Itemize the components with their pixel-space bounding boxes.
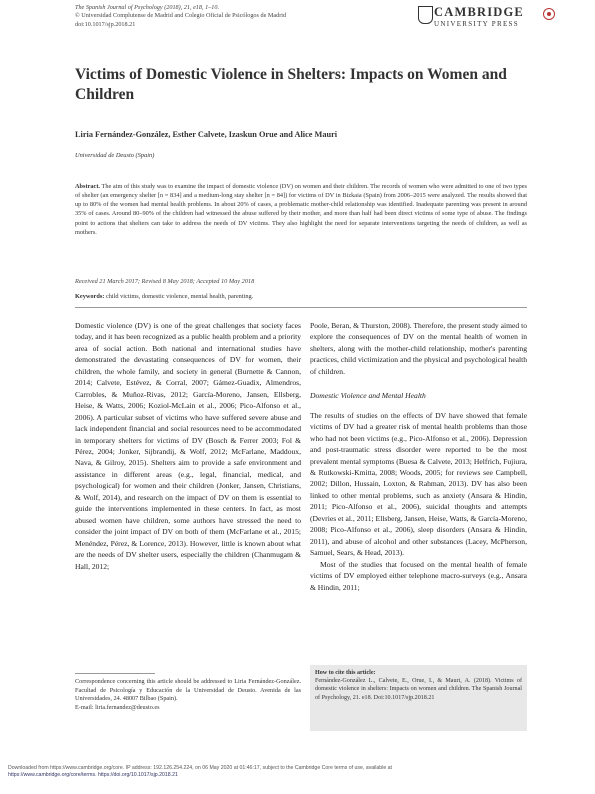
body-column-right bbox=[310, 320, 527, 593]
footnote-divider bbox=[75, 673, 155, 674]
section-heading: Domestic Violence and Mental Health bbox=[310, 391, 426, 401]
keywords bbox=[75, 293, 527, 300]
download-footer bbox=[8, 765, 588, 779]
body-paragraph: Most of the studies that focused on the mental health of female victims of DV employed either telephone macro-surveys (e.g., Ansara & Hindin, 2011; bbox=[310, 559, 527, 592]
abstract bbox=[75, 182, 527, 237]
doi-line[interactable]: doi:10.1017/sjp.2018.21 bbox=[75, 20, 136, 28]
abstract-text: The aim of this study was to examine the impact of domestic violence (DV) on women and their children. The records of women who were admitted to one of two types of shelter (an emergency shelter [n = 834] and a medium-long stay shelter [n = 84]) for victims of DV in Bizkaia (Spain) from 2006–2015 were analyzed. The results showed that up to 80% of the women had mental health problems. In about 20% of cases, a problematic mother-child relationship was identified. Inadequate parenting was present in around 35% of cases. Around 80–90% of the children had witnessed the abuse suffered by their mother, and more than half had been direct victims of some type of abuse. The findings point to actions that shelters can take to address the needs of DV victims. They also highlight the need for separate interventions targeting the needs of children, as well as mothers. bbox=[75, 183, 527, 236]
journal-header bbox=[75, 4, 415, 29]
footer-line-2[interactable]: https://www.cambridge.org/core/terms. https://doi.org/10.1017/sjp.2018.21 bbox=[8, 772, 178, 778]
article-title: Victims of Domestic Violence in Shelters: Impacts on Women and Children bbox=[75, 66, 507, 103]
article-authors: Liria Fernández-González, Esther Calvete, Izaskun Orue and Alice Mauri bbox=[75, 130, 338, 139]
crossmark-icon[interactable] bbox=[543, 8, 555, 20]
keywords-text: child victims, domestic violence, mental health, parenting. bbox=[104, 293, 254, 300]
body-paragraph: Poole, Beran, & Thurston, 2008). Therefore, the present study aimed to explore the consequences of DV on the mental health of women in shelters, along with the mother-child relationship, mother's parenting practices, child victimization and the physical and psychological health of children. bbox=[310, 321, 527, 376]
divider bbox=[75, 307, 527, 308]
author-affiliation: Universidad de Deusto (Spain) bbox=[75, 152, 155, 159]
abstract-label: Abstract. bbox=[75, 183, 101, 190]
how-to-cite-box bbox=[310, 665, 527, 731]
correspondence-note bbox=[75, 678, 301, 712]
cambridge-logo bbox=[418, 5, 526, 53]
article-dates: Received 21 March 2017; Revised 8 May 2018; Accepted 10 May 2018 bbox=[75, 278, 255, 285]
copyright-line: © Universidad Complutense de Madrid and Colegio Oficial de Psicólogos de Madrid bbox=[75, 12, 287, 20]
footer-line-1: Downloaded from https://www.cambridge.org/core. IP address: 192.126.254.224, on 06 May 2020 at 01:46:17, subject to the Cambridge Core terms of use, available at bbox=[8, 765, 393, 771]
cite-heading: How to cite this article: bbox=[315, 670, 376, 676]
body-column-left bbox=[75, 320, 301, 572]
body-paragraph: Domestic violence (DV) is one of the great challenges that society faces today, and it has been recognized as a public health problem and a priority area of social action. Both national and international studies have demonstrated the devastating consequences of DV for women, their children, the whole family, and society in general (Burnette & Cannon, 2014; Calvete, Estévez, & Corral, 2007; Gámez-Guadix, Almendros, Carrobles, & Muñoz-Rivas, 2012; García-Moreno, Jansen, Ellsberg, Heise, & Watts, 2006; Koziol-McLain et al., 2006; Pico-Alfonso et al., 2006). A particular subset of victims who have suffered severe abuse and lack independent financial and social resources need to be accommodated in temporary shelters for victims of DV (Bosch & Ferrer 2003; Fol & Pérez, 2004; Jonker, Sijbrandij, & Wolf, 2012; McFarlane, Maddoux, Nava, & Gilroy, 2015). Shelters aim to provide a safe environment and assistance in different areas (e.g., legal, financial, medical, and psychological) for women and their children (Jonker, Jansen, Christians, & Wolf, 2014), and research on the impact of DV on them is essential to guide the interventions implemented in these centers. In fact, as most abused women have children, some authors have stressed the need to consider the joint impact of DV on both of them (McFarlane et al., 2015; Menéndez, Pérez, & Lorence, 2013). However, little is known about what are the needs of DV shelter users, especially the children (Chanmugam & Hall, 2012; bbox=[75, 321, 301, 571]
logo-line-2: UNIVERSITY PRESS bbox=[434, 20, 519, 28]
correspondence-address: Correspondence concerning this article should be addressed to Liria Fernández-González. Facultad de Psicología y Educación de la Universidad de Deusto. Avenida de las Universidades, 24. 48007 Bilbao (Spain). bbox=[75, 678, 301, 703]
cite-text: Fernández-González L., Calvete, E., Orue, I., & Mauri, A. (2018). Victims of domestic violence in shelters: Impacts on women and children. The Spanish Journal of Psychology, 21. e18. Doi:10.1017/sjp.2018.21 bbox=[315, 678, 522, 701]
keywords-label: Keywords: bbox=[75, 293, 105, 300]
journal-citation: The Spanish Journal of Psychology (2018), 21, e18, 1–10. bbox=[75, 4, 220, 11]
logo-line-1: CAMBRIDGE bbox=[434, 5, 524, 19]
shield-icon bbox=[418, 6, 433, 24]
body-paragraph: The results of studies on the effects of DV have showed that female victims of DV had a greater risk of mental health problems than those who had not been victims (e.g., Pico-Alfonso et al., 2006). Depression and post-traumatic stress disorder were reported to be the most prevalent mental symptoms (Buesa & Calvete, 2013; Helfrich, Fujiura, & Rutkowski-Kmitta, 2008; Woods, 2005; for reviews see Campbell, 2002; Dillon, Hussain, Loxton, & Rahman, 2013). DV has also been linked to other mental problems, such as anxiety (Ansara & Hindin, 2011; Pico-Alfonso et al., 2006), suicidal thoughts and attempts (Devries et al., 2011; Ellsberg, Jansen, Heise, Watts, & García-Moreno, 2008; Pico-Alfonso et al., 2006), sleep disorders (Ansara & Hindin, 2011), and abuse of alcohol and other substances (Lacey, McPherson, Samuel, Sears, & Head, 2013). bbox=[310, 410, 527, 558]
correspondence-email[interactable]: E-mail: liria.fernandez@deusto.es bbox=[75, 703, 160, 711]
